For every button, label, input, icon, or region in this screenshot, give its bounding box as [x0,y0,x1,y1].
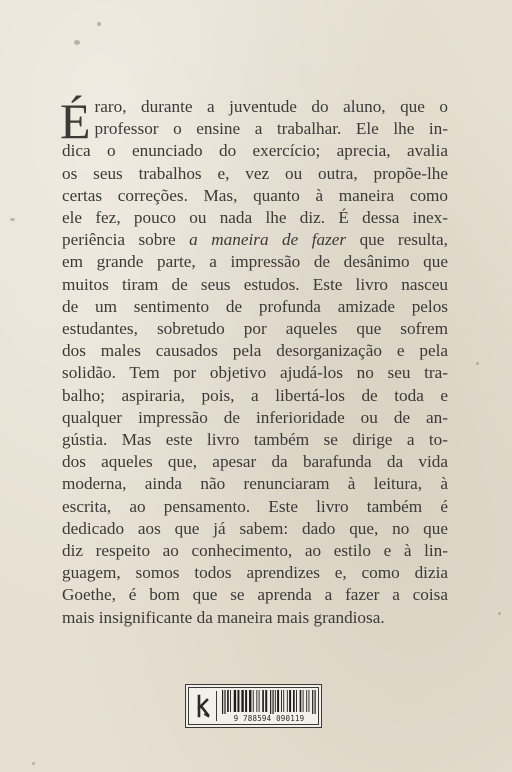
paper-speck [32,762,35,765]
text-segment: solidão. Tem por objetivo ajudá-los no seu tra- [62,363,448,383]
text-segment: professor o ensine a trabalhar. Ele lhe in- [94,119,448,139]
barcode-icon [222,690,316,714]
text-line [62,185,448,207]
barcode-bar [222,690,223,714]
barcode-box [185,684,322,728]
barcode-bar [259,690,260,712]
paper-speck [74,40,80,45]
paper-speck [97,22,101,26]
text-line [62,340,448,362]
paper-speck [498,612,501,615]
barcode-bar [312,690,313,714]
text-segment: balho; aspiraria, pois, a libertá-los de toda e [62,385,448,405]
italic-phrase: a maneira de fazer [189,230,347,250]
publisher-logo-icon [192,691,217,721]
text-segment: que resulta, [346,230,448,250]
barcode-bar [253,690,254,712]
barcode-bar [224,690,225,714]
barcode-bar [314,690,315,714]
text-segment: de um sentimento de profunda amizade pelos [62,296,448,316]
text-line [62,518,448,540]
text-line [62,584,448,606]
text-line [62,118,448,140]
text-segment: certas correções. Mas, quanto à maneira como [62,185,448,205]
barcode-bar [277,690,279,712]
text-segment: os seus trabalhos e, vez ou outra, propõe-lhe [62,163,448,183]
text-line [62,96,448,118]
text-segment: muitos tiram de seus estudos. Este livro nasceu [62,274,448,294]
text-segment: periência sobre [62,230,190,250]
text-line [62,296,448,318]
text-line [62,163,448,185]
barcode-bar [241,690,243,712]
text-segment: guagem, somos todos aprendizes e, como dizia [62,563,448,583]
text-line [62,229,448,251]
barcode-bar [293,690,295,712]
text-line [62,496,448,518]
barcode-bar [296,690,297,712]
barcode-bar [283,690,284,712]
barcode-bar [245,690,247,712]
text-line [62,607,448,629]
text-segment: estudantes, sobretudo por aqueles que sofrem [62,319,448,339]
text-line [62,251,448,273]
text-segment: diz respeito ao conhecimento, ao estilo e à lin- [62,541,448,561]
text-segment: mais insignificante da maneira mais grandiosa. [62,607,385,627]
paper-speck [476,362,479,365]
text-segment: moderna, ainda não renunciaram à leitura, à [62,474,448,494]
text-segment: ele fez, pouco ou nada lhe diz. É dessa inex- [62,208,448,228]
paper-speck [10,218,15,221]
text-line [62,429,448,451]
text-segment: em grande parte, a impressão de desânimo que [62,252,448,272]
text-line [62,274,448,296]
barcode-bar [230,690,231,712]
text-line [62,318,448,340]
barcode-bar [265,690,267,712]
barcode-bar [289,690,291,712]
text-line [62,473,448,495]
barcode-bar [287,690,288,712]
barcode-bar [270,690,271,714]
text-segment: Goethe, é bom que se aprenda a fazer a coisa [62,585,448,605]
text-line [62,451,448,473]
barcode-bar [281,690,282,712]
text-segment: qualquer impressão de inferioridade ou de an- [62,407,448,427]
barcode-bar [300,690,302,712]
text-line [62,407,448,429]
barcode-bar [272,690,273,714]
barcode-bar [303,690,304,712]
barcode-bar [237,690,239,712]
text-line [62,385,448,407]
text-segment: dica o enunciado do exercício; aprecia, avalia [62,141,448,161]
barcode-bar [227,690,229,712]
barcode-bar [234,690,236,712]
text-segment: gústia. Mas este livro também se dirige a to- [62,430,448,450]
text-line [62,540,448,562]
barcode-bar [306,690,307,712]
text-line [62,207,448,229]
text-segment: escrita, ao pensamento. Este livro também é [62,496,448,516]
text-segment: raro, durante a juventude do aluno, que o [94,97,448,116]
isbn-number: 9 788594 090119 [233,714,305,723]
text-line [62,140,448,162]
drop-cap: É [60,93,91,149]
text-segment: dos aqueles que, apesar da barafunda da vida [62,452,448,472]
text-line [62,362,448,384]
barcode-bar [256,690,257,712]
barcode-bar [308,690,309,712]
text-segment: dedicado aos que já sabem: dado que, no que [62,518,448,538]
back-cover-text [60,93,448,629]
text-segment: dos males causados pela desorganização e pela [62,341,448,361]
barcode-bar [249,690,251,712]
barcode-bar [275,690,276,712]
barcode-bar [262,690,264,712]
text-line [62,562,448,584]
